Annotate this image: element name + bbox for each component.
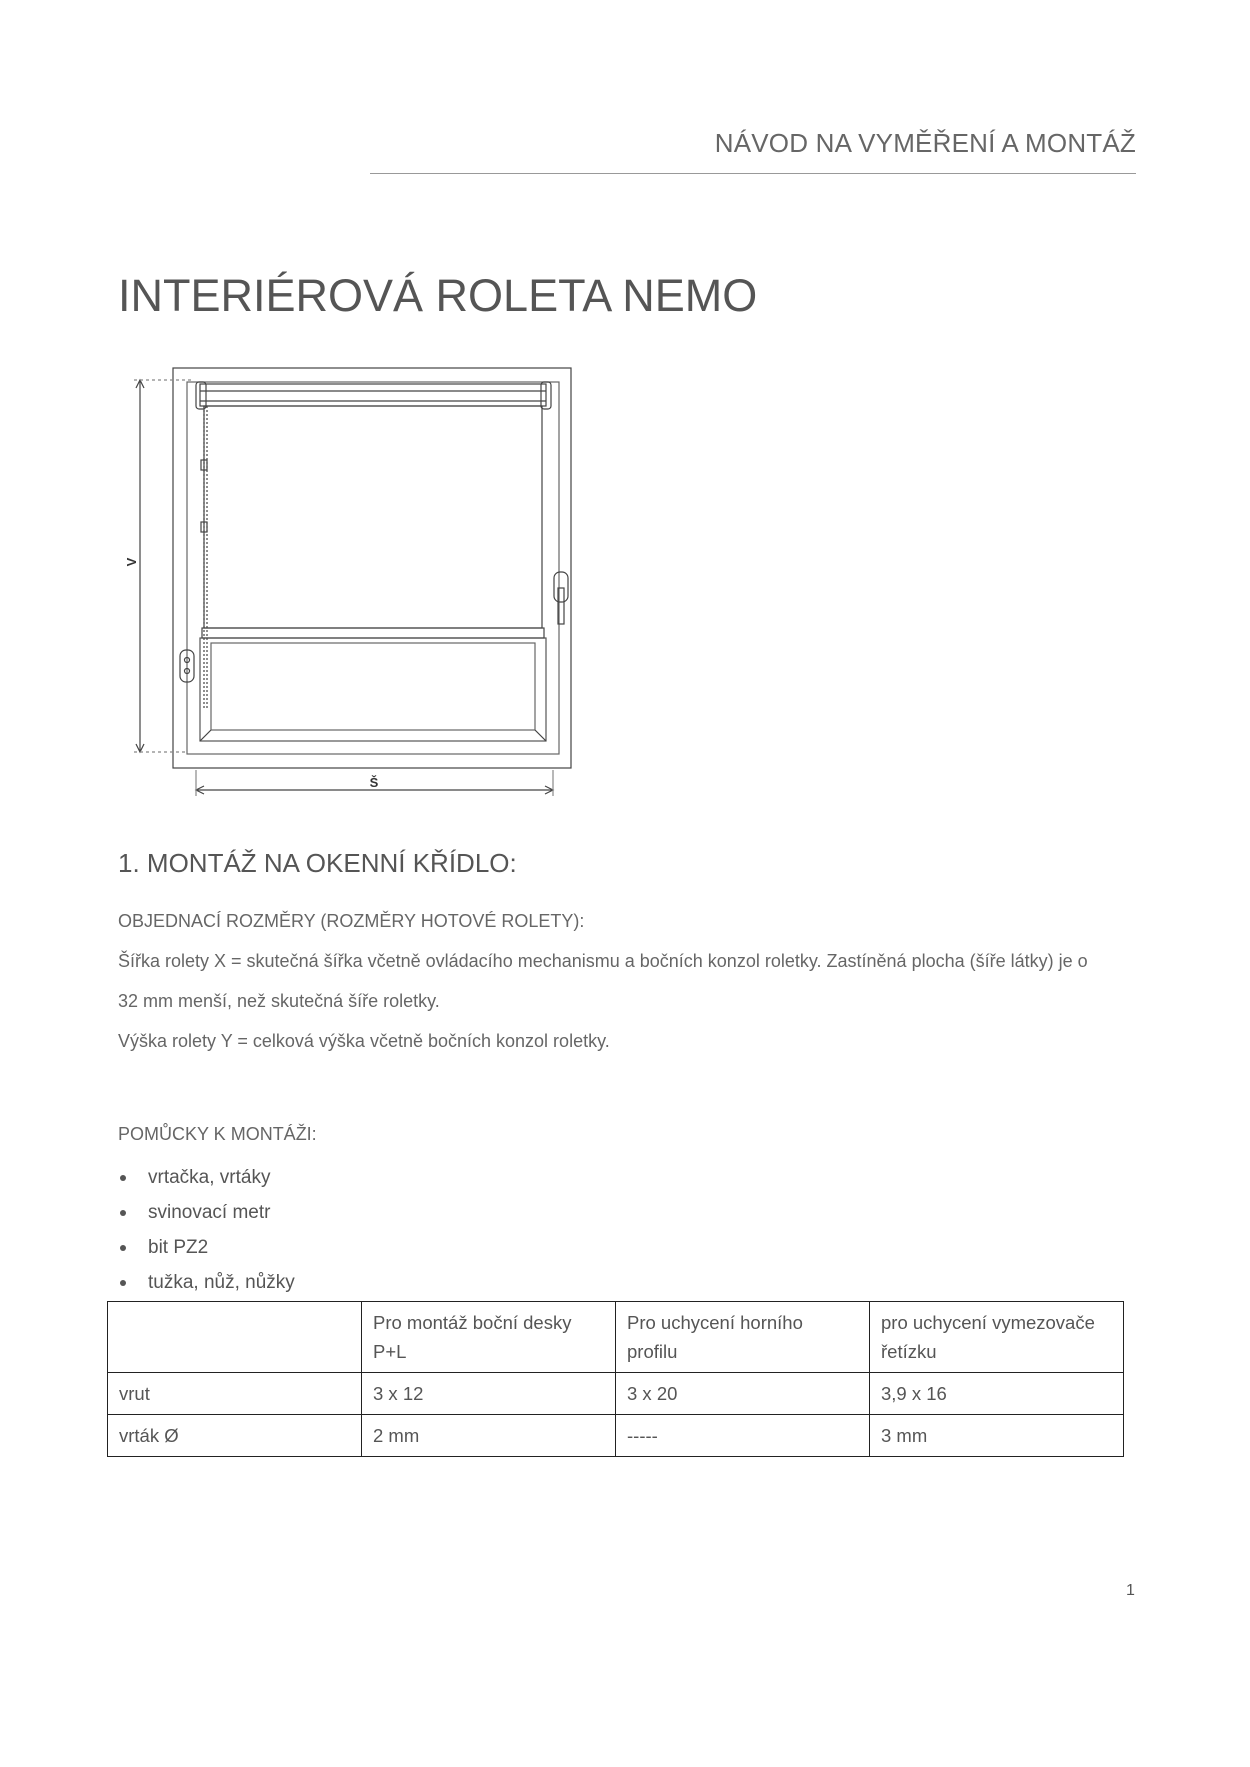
- width-description: Šířka rolety X = skutečná šířka včetně ovládacího mechanismu a bočních konzol roletky. Zastíněná plocha (šíře látky) je o: [118, 951, 1088, 971]
- table-cell: 3 mm: [870, 1415, 1124, 1457]
- list-item: bit PZ2: [118, 1230, 295, 1265]
- list-item: tužka, nůž, nůžky: [118, 1265, 295, 1300]
- window-frame-outer: [173, 368, 571, 768]
- table-cell: 3,9 x 16: [870, 1373, 1124, 1415]
- table-header-cell: pro uchycení vymezovače řetízku: [870, 1302, 1124, 1373]
- table-cell: 2 mm: [362, 1415, 616, 1457]
- table-cell: 3 x 20: [616, 1373, 870, 1415]
- window-handle: [554, 572, 568, 602]
- blind-fabric: [204, 406, 542, 628]
- bullet-icon: [120, 1175, 126, 1181]
- page-number: 1: [1126, 1582, 1135, 1599]
- width-description-cont: 32 mm menší, než skutečná šíře roletky.: [118, 991, 440, 1011]
- bullet-icon: [120, 1210, 126, 1216]
- table-cell: -----: [616, 1415, 870, 1457]
- table-row: [108, 1373, 1124, 1415]
- bullet-icon: [120, 1245, 126, 1251]
- table-row: [108, 1415, 1124, 1457]
- roller-cassette: [200, 384, 546, 406]
- dimension-label-width: Š: [369, 775, 379, 790]
- header-title: NÁVOD NA VYMĚŘENÍ A MONTÁŽ: [714, 128, 1136, 158]
- tools-heading: POMŮCKY K MONTÁŽI:: [118, 1124, 317, 1144]
- table-header-cell: [108, 1302, 362, 1373]
- fastener-table: [107, 1301, 1124, 1457]
- table-header-cell: Pro uchycení horního profilu: [616, 1302, 870, 1373]
- document-title: INTERIÉROVÁ ROLETA NEMO: [118, 270, 758, 321]
- order-dimensions-heading: OBJEDNACÍ ROZMĚRY (ROZMĚRY HOTOVÉ ROLETY):: [118, 911, 585, 931]
- header-divider: [370, 173, 1136, 174]
- table-header-cell: Pro montáž boční desky P+L: [362, 1302, 616, 1373]
- table-cell: vrták Ø: [108, 1415, 362, 1457]
- list-item: svinovací metr: [118, 1195, 295, 1230]
- list-item: vrtačka, vrtáky: [118, 1160, 295, 1195]
- bottom-bar: [202, 628, 544, 638]
- table-cell: vrut: [108, 1373, 362, 1415]
- bullet-icon: [120, 1280, 126, 1286]
- height-description: Výška rolety Y = celková výška včetně bočních konzol roletky.: [118, 1031, 610, 1051]
- table-cell: 3 x 12: [362, 1373, 616, 1415]
- roller-blind-diagram: [118, 360, 578, 815]
- dimension-label-height: V: [124, 557, 139, 567]
- tools-list: [118, 1160, 295, 1300]
- window-sash: [187, 382, 559, 754]
- table-header-row: [108, 1302, 1124, 1373]
- section-title: 1. MONTÁŽ NA OKENNÍ KŘÍDLO:: [118, 848, 517, 878]
